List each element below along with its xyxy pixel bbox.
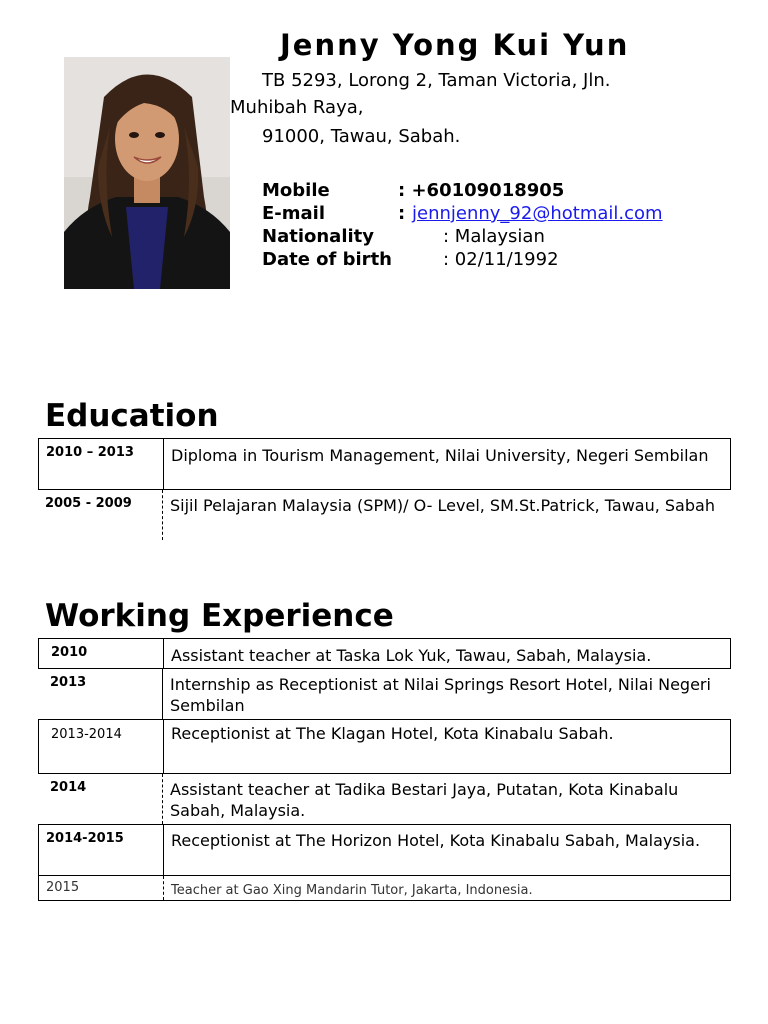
email-link[interactable] xyxy=(412,203,663,224)
education-row xyxy=(38,490,731,540)
column-divider xyxy=(163,639,164,668)
column-divider xyxy=(163,825,164,875)
mobile-value: : +60109018905 xyxy=(398,180,565,201)
experience-description: Teacher at Gao Xing Mandarin Tutor, Jakarta, Indonesia. xyxy=(171,883,533,898)
experience-description: Receptionist at The Klagan Hotel, Kota Kinabalu Sabah. xyxy=(171,724,614,743)
mobile-label: Mobile xyxy=(262,180,330,201)
experience-year: 2013 xyxy=(50,675,87,690)
education-description: Diploma in Tourism Management, Nilai University, Negeri Sembilan xyxy=(171,446,709,465)
experience-row xyxy=(38,638,731,669)
resume-name: Jenny Yong Kui Yun xyxy=(280,28,630,62)
column-divider xyxy=(162,490,163,540)
experience-row xyxy=(38,824,731,876)
nationality-value: : Malaysian xyxy=(443,226,545,247)
experience-row xyxy=(38,669,731,719)
experience-year: 2013-2014 xyxy=(51,727,122,742)
experience-heading: Working Experience xyxy=(45,598,394,634)
experience-year: 2014-2015 xyxy=(46,831,124,846)
column-divider xyxy=(163,720,164,773)
experience-year: 2015 xyxy=(46,880,80,895)
email-label: E-mail xyxy=(262,203,326,224)
experience-row xyxy=(38,774,731,824)
column-divider xyxy=(163,876,164,900)
email-link-text[interactable]: jennjenny_92@hotmail.com xyxy=(412,203,663,224)
column-divider xyxy=(162,669,163,719)
education-heading: Education xyxy=(45,398,219,434)
experience-row xyxy=(38,875,731,901)
experience-description: Internship as Receptionist at Nilai Springs Resort Hotel, Nilai Negeri Sembilan xyxy=(170,675,711,715)
column-divider xyxy=(163,439,164,489)
experience-description: Assistant teacher at Taska Lok Yuk, Tawau, Sabah, Malaysia. xyxy=(171,646,652,665)
column-divider xyxy=(162,774,163,824)
email-colon: : xyxy=(398,203,406,224)
experience-description: Receptionist at The Horizon Hotel, Kota Kinabalu Sabah, Malaysia. xyxy=(171,831,701,850)
nationality-label: Nationality xyxy=(262,226,374,247)
portrait-illustration xyxy=(64,57,230,289)
experience-row xyxy=(38,719,731,774)
profile-photo xyxy=(64,57,230,289)
experience-year: 2010 xyxy=(51,645,88,660)
education-description: Sijil Pelajaran Malaysia (SPM)/ O- Level, SM.St.Patrick, Tawau, Sabah xyxy=(170,496,715,515)
experience-description: Assistant teacher at Tadika Bestari Jaya, Putatan, Kota Kinabalu Sabah, Malaysia. xyxy=(170,780,679,820)
experience-year: 2014 xyxy=(50,780,87,795)
address-line-1: TB 5293, Lorong 2, Taman Victoria, Jln. xyxy=(262,70,611,91)
education-year: 2010 – 2013 xyxy=(46,445,134,460)
address-line-2: Muhibah Raya, xyxy=(230,97,364,118)
dob-label: Date of birth xyxy=(262,249,392,270)
education-year: 2005 - 2009 xyxy=(45,496,132,511)
education-row xyxy=(38,438,731,490)
address-line-3: 91000, Tawau, Sabah. xyxy=(262,126,461,147)
dob-value: : 02/11/1992 xyxy=(443,249,559,270)
